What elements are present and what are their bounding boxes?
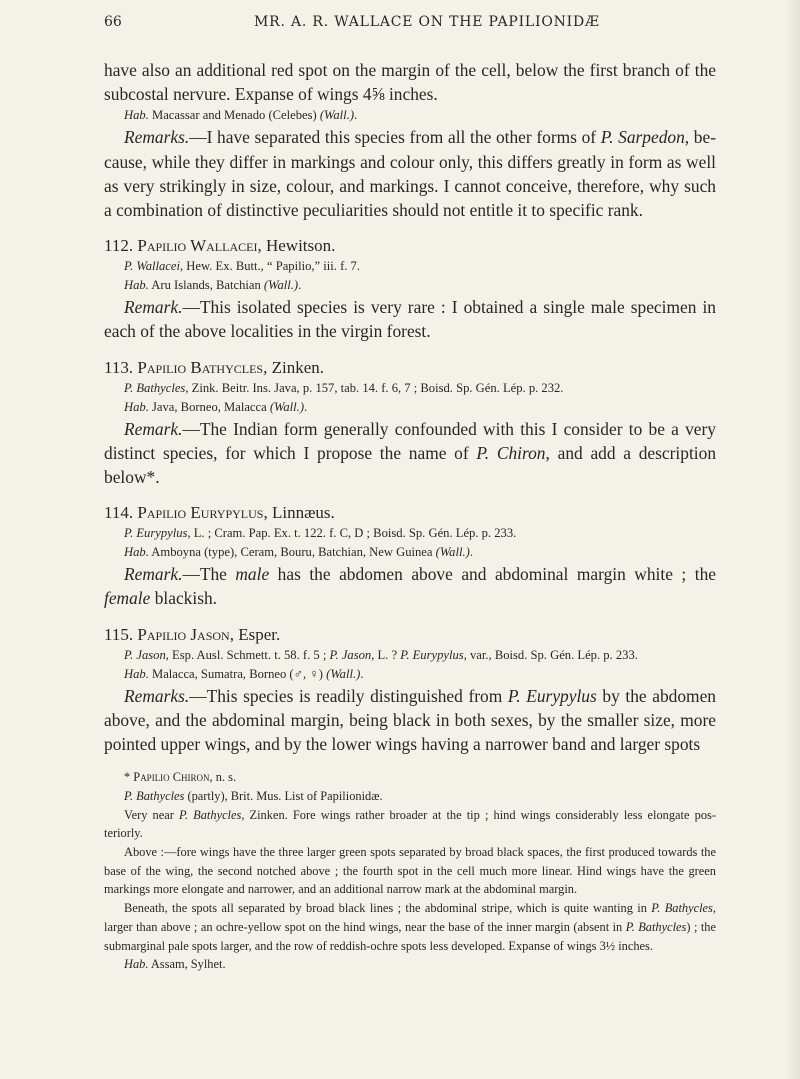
species-heading-112: 112. Papilio Wallacei, Hewitson. (104, 236, 336, 256)
footnote (104, 768, 716, 974)
footnote-beneath: Beneath, the spots all separated by broad black lines ; the abdominal stripe, which is quite wanting in P. Bathycles, larger than above ; an ochre-yellow spot on the hind wings, near the base of the inner margin (absent in P. Bathycles) ; the submarginal pale spots larger, and the row of reddish-ochre spots less developed. Expanse of wings 3½ inches. (104, 901, 716, 953)
habitat-114: Hab. Amboyna (type), Ceram, Bouru, Batchian, New Guinea (Wall.). (124, 545, 473, 560)
synonymy-112: P. Wallacei, Hew. Ex. Butt., “ Papilio,” iii. f. 7. (124, 259, 361, 274)
footnote-habitat: Hab. Assam, Sylhet. (124, 957, 226, 972)
species-heading-114: 114. Papilio Eurypylus, Linnæus. (104, 503, 335, 523)
habitat-112: Hab. Aru Islands, Batchian (Wall.). (124, 278, 302, 293)
remarks-115: Remarks.—This species is readily distinguished from P. Eurypylus by the abdomen above, and the abdominal margin, being black in both sexes, by the smaller size, more pointed upper wings, and by the lower wings having a narrower band and larger spots (104, 685, 716, 755)
page-header (104, 14, 716, 38)
intro-remarks: Remarks.—I have separated this species from all the other forms of P. Sarpedon, be-cause, while they differ in markings and colour only, this differs greatly in form as well as very strikingly in size, colour, and markings. I cannot conceive, therefore, why such a combination of distinctive peculiarities should not entitle it to specific rank. (104, 127, 717, 221)
species-heading-113: 113. Papilio Bathycles, Zinken. (104, 357, 324, 377)
species-heading-115: 115. Papilio Jason, Esper. (104, 624, 281, 644)
footnote-title: * Papilio Chiron, n. s. (124, 770, 237, 785)
footnote-gap (104, 756, 716, 768)
footnote-above: Above :—fore wings have the three larger green spots separated by broad black spaces, the first produced towards the base of the wing, the second notched above ; the fourth spot in the cell much more linear. Hind wings have the green markings more elongate and narrower, and an additional narrow mark at the abdominal margin. (104, 845, 716, 897)
synonymy-115: P. Jason, Esp. Ausl. Schmett. t. 58. f. 5 ; P. Jason, L. ? P. Eurypylus, var., Boisd. Sp. Gén. Lép. p. 233. (124, 647, 638, 662)
footnote-near: Very near P. Bathycles, Zinken. Fore wings rather broader at the tip ; hind wings considerably less elongate pos-teriorly. (104, 807, 716, 841)
footnote-synonymy: P. Bathycles (partly), Brit. Mus. List of Papilionidæ. (124, 788, 383, 803)
habitat-115: Hab. Malacca, Sumatra, Borneo (♂, ♀) (Wall.). (124, 666, 364, 681)
synonymy-114: P. Eurypylus, L. ; Cram. Pap. Ex. t. 122. f. C, D ; Boisd. Sp. Gén. Lép. p. 233. (124, 526, 517, 541)
intro-paragraph: have also an additional red spot on the margin of the cell, below the first branch of the subcostal nervure. Expanse of wings 4⅝ inches. (104, 60, 716, 105)
page-number: 66 (104, 14, 122, 30)
remark-113: Remark.—The Indian form generally confounded with this I consider to be a very distinct species, for which I propose the name of P. Chiron, and add a description below*. (104, 418, 717, 488)
intro-habitat: Hab. Macassar and Menado (Celebes) (Wall.). (124, 108, 358, 123)
synonymy-113: P. Bathycles, Zink. Beitr. Ins. Java, p. 157, tab. 14. f. 6, 7 ; Boisd. Sp. Gén. Lép. p. 232. (124, 380, 564, 395)
remark-114: Remark.—The male has the abdomen above and abdominal margin white ; the female blackish. (104, 564, 716, 609)
running-head: MR. A. R. WALLACE ON THE PAPILIONIDÆ (254, 14, 600, 30)
habitat-113: Hab. Java, Borneo, Malacca (Wall.). (124, 399, 308, 414)
body-text (104, 58, 716, 974)
page-edge-shadow (786, 0, 800, 1079)
remark-112: Remark.—This isolated species is very rare : I obtained a single male specimen in each of the above localities in the virgin forest. (104, 297, 716, 342)
